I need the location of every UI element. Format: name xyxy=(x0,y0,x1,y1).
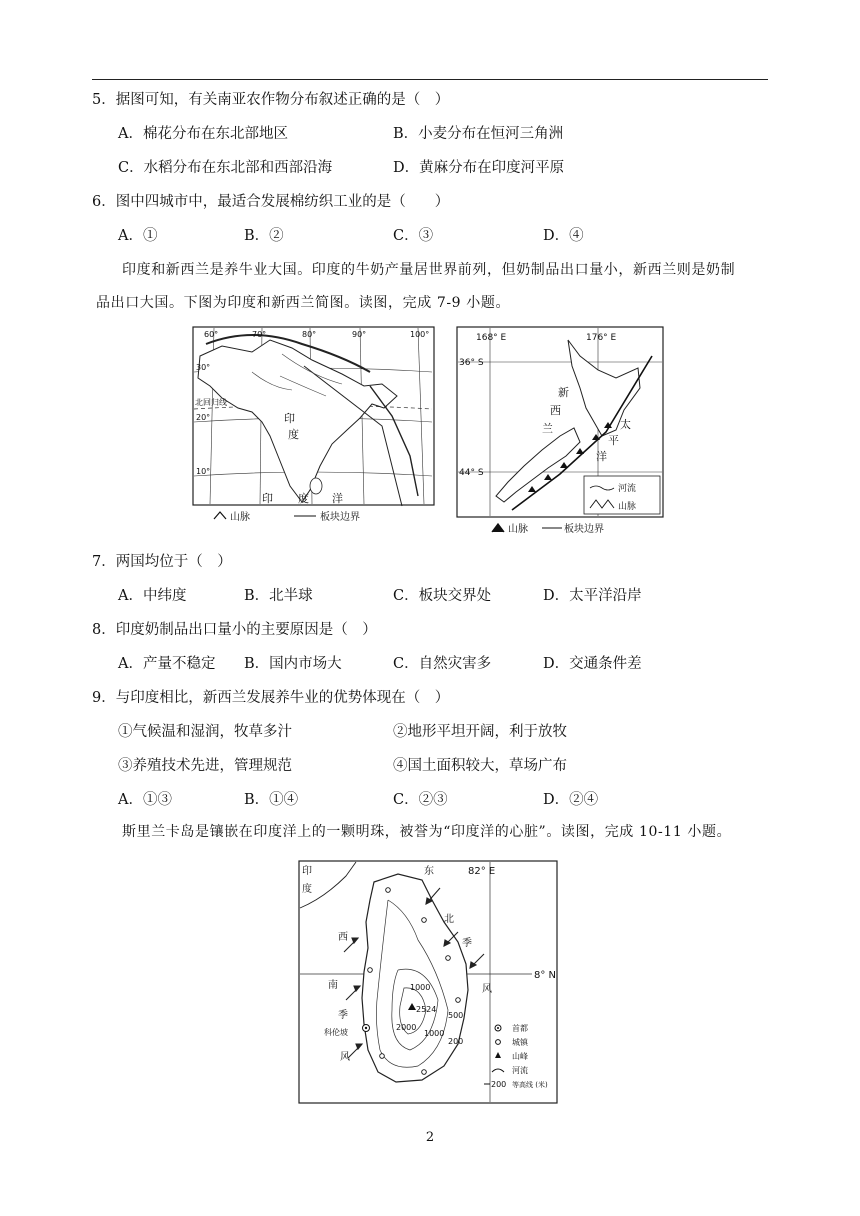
ne-monsoon-3: 季 xyxy=(462,938,472,949)
intro1-line2: 品出口大国。下图为印度和新西兰简图。读图，完成 7-9 小题。 xyxy=(96,295,511,311)
q8-stem: 8．印度奶制品出口量小的主要原因是（ ） xyxy=(92,622,377,638)
india-label-2: 度 xyxy=(288,428,299,441)
mountain-legend-icon xyxy=(214,512,226,519)
lon-label-70: 70° xyxy=(252,330,267,339)
legend-contour-value: 200 xyxy=(491,1080,507,1089)
lon-label-100: 100° xyxy=(410,330,430,339)
q6-option-a: A．① xyxy=(118,228,158,244)
nz-label-2: 西 xyxy=(550,404,561,417)
sw-monsoon-4: 风 xyxy=(340,1052,350,1063)
peak-label: 2524 xyxy=(416,1005,437,1014)
contour-label-1000a: 1000 xyxy=(410,983,431,992)
q5-option-b: B．小麦分布在恒河三角洲 xyxy=(393,126,564,142)
q9-statement-4: ④国土面积较大，草场广布 xyxy=(393,758,567,774)
ocean-label-2: 度 xyxy=(298,492,309,505)
ne-monsoon-1: 东 xyxy=(424,866,434,877)
lat-label-20: 20° xyxy=(196,413,211,422)
q6-option-c: C．③ xyxy=(393,228,434,244)
q9-statement-1: ①气候温和湿润，牧草多汁 xyxy=(118,724,292,740)
nz-lat-label-44: 44° S xyxy=(459,468,484,478)
lon-label-80: 80° xyxy=(302,330,317,339)
legend-town-icon xyxy=(496,1040,501,1045)
legend-town: 城镇 xyxy=(512,1038,528,1047)
nz-lon-label-168: 168° E xyxy=(476,333,507,343)
q9-option-a: A．①③ xyxy=(118,792,172,808)
contour-label-500: 500 xyxy=(448,1011,464,1020)
q5-stem: 5．据图可知，有关南亚农作物分布叙述正确的是（ ） xyxy=(92,92,450,108)
lon-label-82e: 82° E xyxy=(468,866,496,877)
intro2-text: 斯里兰卡岛是镶嵌在印度洋上的一颗明珠，被誉为“印度洋的心脏”。读图，完成 10-11 小题。 xyxy=(122,824,732,840)
nz-mountain-icon xyxy=(492,524,504,532)
q7-stem: 7．两国均位于（ ） xyxy=(92,554,232,570)
india-legend-mountain: 山脉 xyxy=(230,512,250,523)
sri-lanka-map xyxy=(298,860,560,1108)
tropic-label: 北回归线 xyxy=(195,398,227,407)
lon-label-60: 60° xyxy=(204,330,219,339)
capital-label: 科伦坡 xyxy=(324,1028,348,1037)
q7-option-d: D．太平洋沿岸 xyxy=(543,588,642,604)
ne-monsoon-2: 北 xyxy=(444,914,454,925)
page-number: 2 xyxy=(425,1130,435,1145)
nz-label-3: 兰 xyxy=(542,422,553,435)
contour-label-2000: 2000 xyxy=(396,1023,417,1032)
q7-option-b: B．北半球 xyxy=(244,588,313,604)
q8-option-d: D．交通条件差 xyxy=(543,656,642,672)
sw-monsoon-3: 季 xyxy=(338,1010,348,1021)
nz-lat-label-36: 36° S xyxy=(459,358,484,368)
q7-option-c: C．板块交界处 xyxy=(393,588,492,604)
india-label-1: 印 xyxy=(284,412,295,425)
q9-statement-3: ③养殖技术先进，管理规范 xyxy=(118,758,292,774)
q6-option-b: B．② xyxy=(244,228,284,244)
india-map xyxy=(192,326,440,526)
header-rule xyxy=(92,79,768,80)
sw-monsoon-1: 西 xyxy=(338,932,348,943)
q9-statement-2: ②地形平坦开阔，利于放牧 xyxy=(393,724,567,740)
q9-option-b: B．①④ xyxy=(244,792,299,808)
nz-legend-plate: 板块边界 xyxy=(564,524,604,535)
india-legend-plate: 板块边界 xyxy=(320,512,360,523)
sea-label-2: 度 xyxy=(302,884,312,895)
lat-label-10: 10° xyxy=(196,467,211,476)
sea-label-1: 印 xyxy=(302,866,312,877)
q5-option-a: A．棉花分布在东北部地区 xyxy=(118,126,288,142)
nz-legend-mountain-bottom: 山脉 xyxy=(508,524,528,535)
pacific-label-2: 平 xyxy=(608,434,619,447)
contour-label-200: 200 xyxy=(448,1037,464,1046)
nz-lon-label-176: 176° E xyxy=(586,333,617,343)
legend-contour: 等高线 (米) xyxy=(512,1081,548,1089)
intro1-line1: 印度和新西兰是养牛业大国。印度的牛奶产量居世界前列，但奶制品出口量小，新西兰则是奶制 xyxy=(122,262,736,278)
nz-legend-mountain: 山脉 xyxy=(618,502,637,512)
q8-option-a: A．产量不稳定 xyxy=(118,656,216,672)
ocean-label-3: 洋 xyxy=(332,492,343,505)
contour-label-1000b: 1000 xyxy=(424,1029,445,1038)
pacific-label-3: 洋 xyxy=(596,450,607,463)
q6-stem: 6．图中四城市中，最适合发展棉纺织工业的是（ ） xyxy=(92,194,450,210)
legend-peak: 山峰 xyxy=(512,1052,528,1061)
pacific-label-1: 太 xyxy=(620,418,631,431)
q5-option-d: D．黄麻分布在印度河平原 xyxy=(393,160,565,176)
q8-option-b: B．国内市场大 xyxy=(244,656,342,672)
sw-monsoon-2: 南 xyxy=(328,980,338,991)
legend-capital: 首都 xyxy=(512,1024,528,1033)
q6-option-d: D．④ xyxy=(543,228,584,244)
new-zealand-map xyxy=(456,326,666,538)
ne-monsoon-4: 风 xyxy=(482,984,492,995)
ocean-label-1: 印 xyxy=(262,492,273,505)
lat-label-8n: 8° N xyxy=(534,970,557,981)
q7-option-a: A．中纬度 xyxy=(118,588,187,604)
legend-river: 河流 xyxy=(512,1066,528,1075)
q5-option-c: C．水稻分布在东北部和西部沿海 xyxy=(118,160,333,176)
q9-stem: 9．与印度相比，新西兰发展养牛业的优势体现在（ ） xyxy=(92,690,450,706)
nz-legend-river: 河流 xyxy=(618,484,637,494)
q9-option-c: C．②③ xyxy=(393,792,448,808)
q8-option-c: C．自然灾害多 xyxy=(393,656,492,672)
lon-label-90: 90° xyxy=(352,330,367,339)
q9-option-d: D．②④ xyxy=(543,792,599,808)
nz-label-1: 新 xyxy=(558,386,569,399)
lat-label-30: 30° xyxy=(196,363,211,372)
